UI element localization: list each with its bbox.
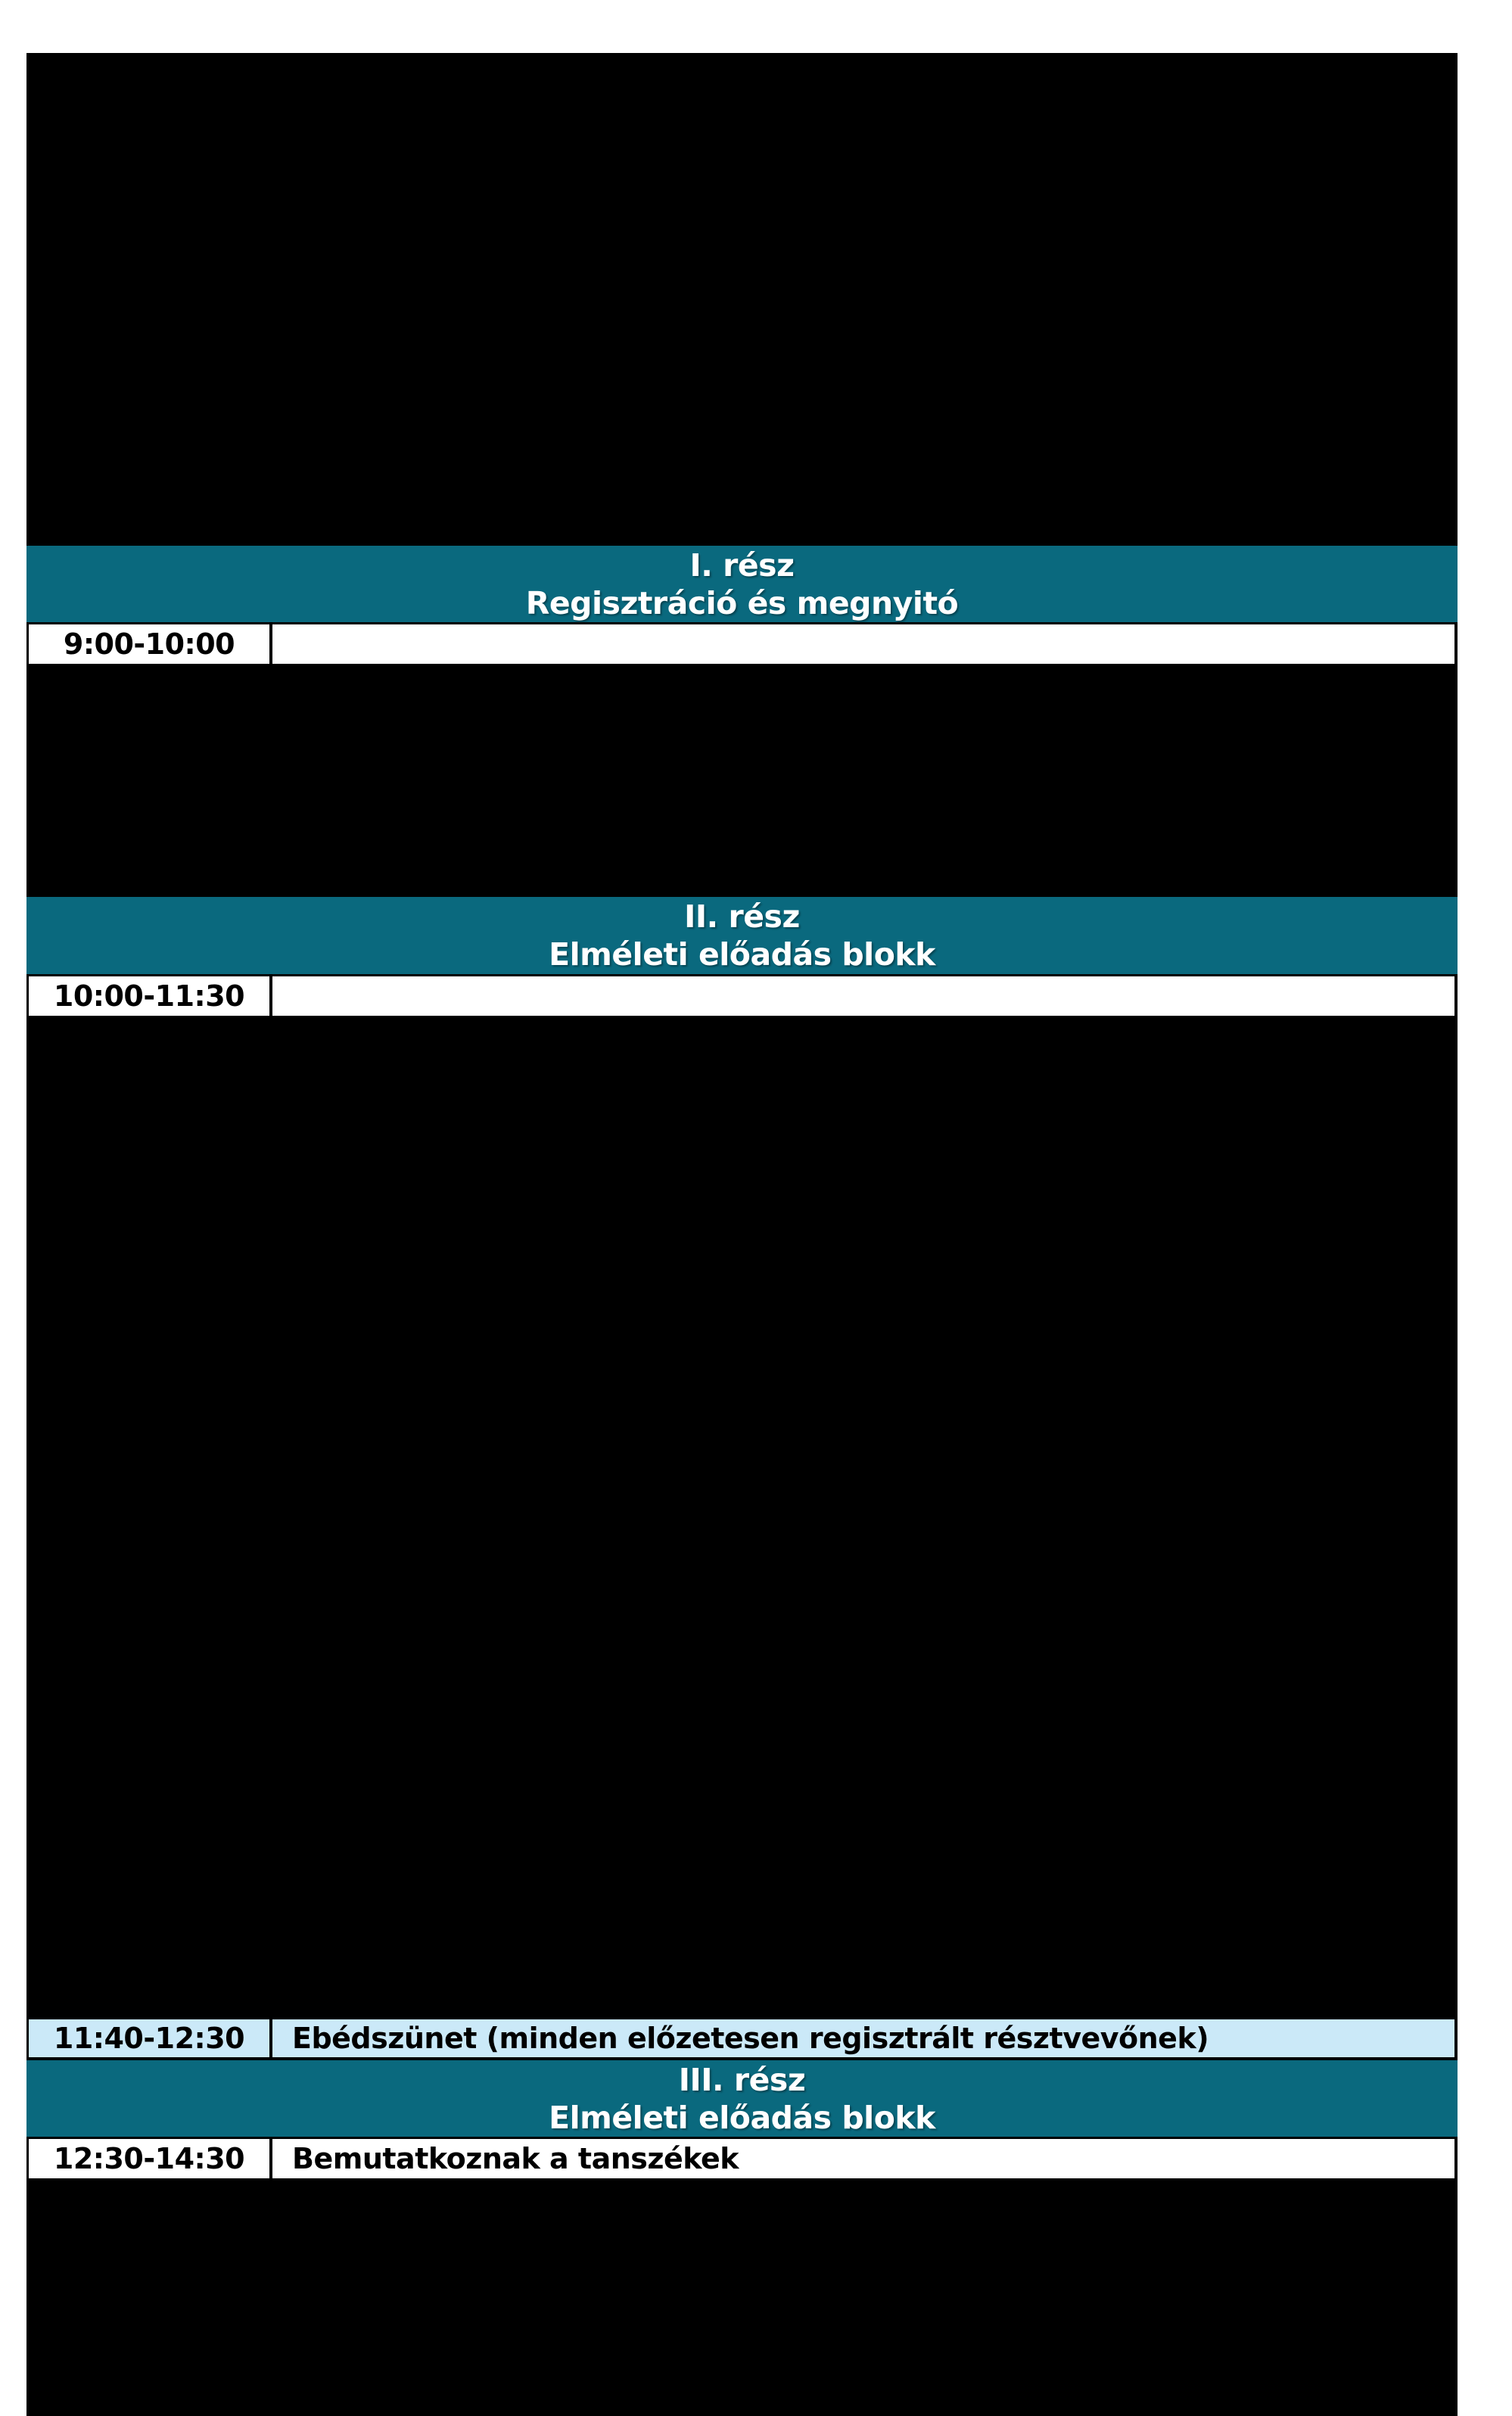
description-cell-part3 xyxy=(272,2139,1454,2178)
time-cell-part2 xyxy=(29,976,272,1016)
section-subtitle-part2: Elméleti előadás blokk xyxy=(549,936,935,973)
time-label-part3: 12:30-14:30 xyxy=(53,2142,245,2175)
schedule-row-part2 xyxy=(26,974,1458,1016)
time-label-part1: 9:00-10:00 xyxy=(63,627,235,661)
section-subtitle-part1: Regisztráció és megnyitó xyxy=(525,584,959,621)
redacted-block-2 xyxy=(26,664,1458,897)
time-cell-lunch xyxy=(29,2019,272,2057)
description-label-lunch: Ebédszünet (minden előzetesen regisztrált résztvevőnek) xyxy=(292,2022,1209,2055)
section-title-part3: III. rész xyxy=(678,2061,806,2098)
description-cell-part2 xyxy=(272,976,1454,1016)
redacted-block-bottom xyxy=(26,2178,1458,2416)
time-label-part2: 10:00-11:30 xyxy=(53,979,245,1013)
schedule-row-lunch xyxy=(26,2019,1458,2060)
section-header-part2 xyxy=(26,897,1458,974)
description-label-part3: Bemutatkoznak a tanszékek xyxy=(292,2142,739,2175)
section-title-part2: II. rész xyxy=(684,898,800,935)
redacted-block-top xyxy=(26,53,1458,546)
redacted-block-3 xyxy=(26,1016,1458,2019)
section-header-part3 xyxy=(26,2060,1458,2137)
section-header-part1 xyxy=(26,546,1458,622)
time-cell-part3 xyxy=(29,2139,272,2178)
time-cell-part1 xyxy=(29,624,272,664)
description-cell-part1 xyxy=(272,624,1454,664)
section-title-part1: I. rész xyxy=(689,546,795,584)
time-label-lunch: 11:40-12:30 xyxy=(53,2022,245,2055)
schedule-row-part3 xyxy=(26,2137,1458,2178)
description-cell-lunch xyxy=(272,2019,1454,2057)
schedule-row-part1 xyxy=(26,622,1458,664)
section-subtitle-part3: Elméleti előadás blokk xyxy=(549,2099,935,2136)
